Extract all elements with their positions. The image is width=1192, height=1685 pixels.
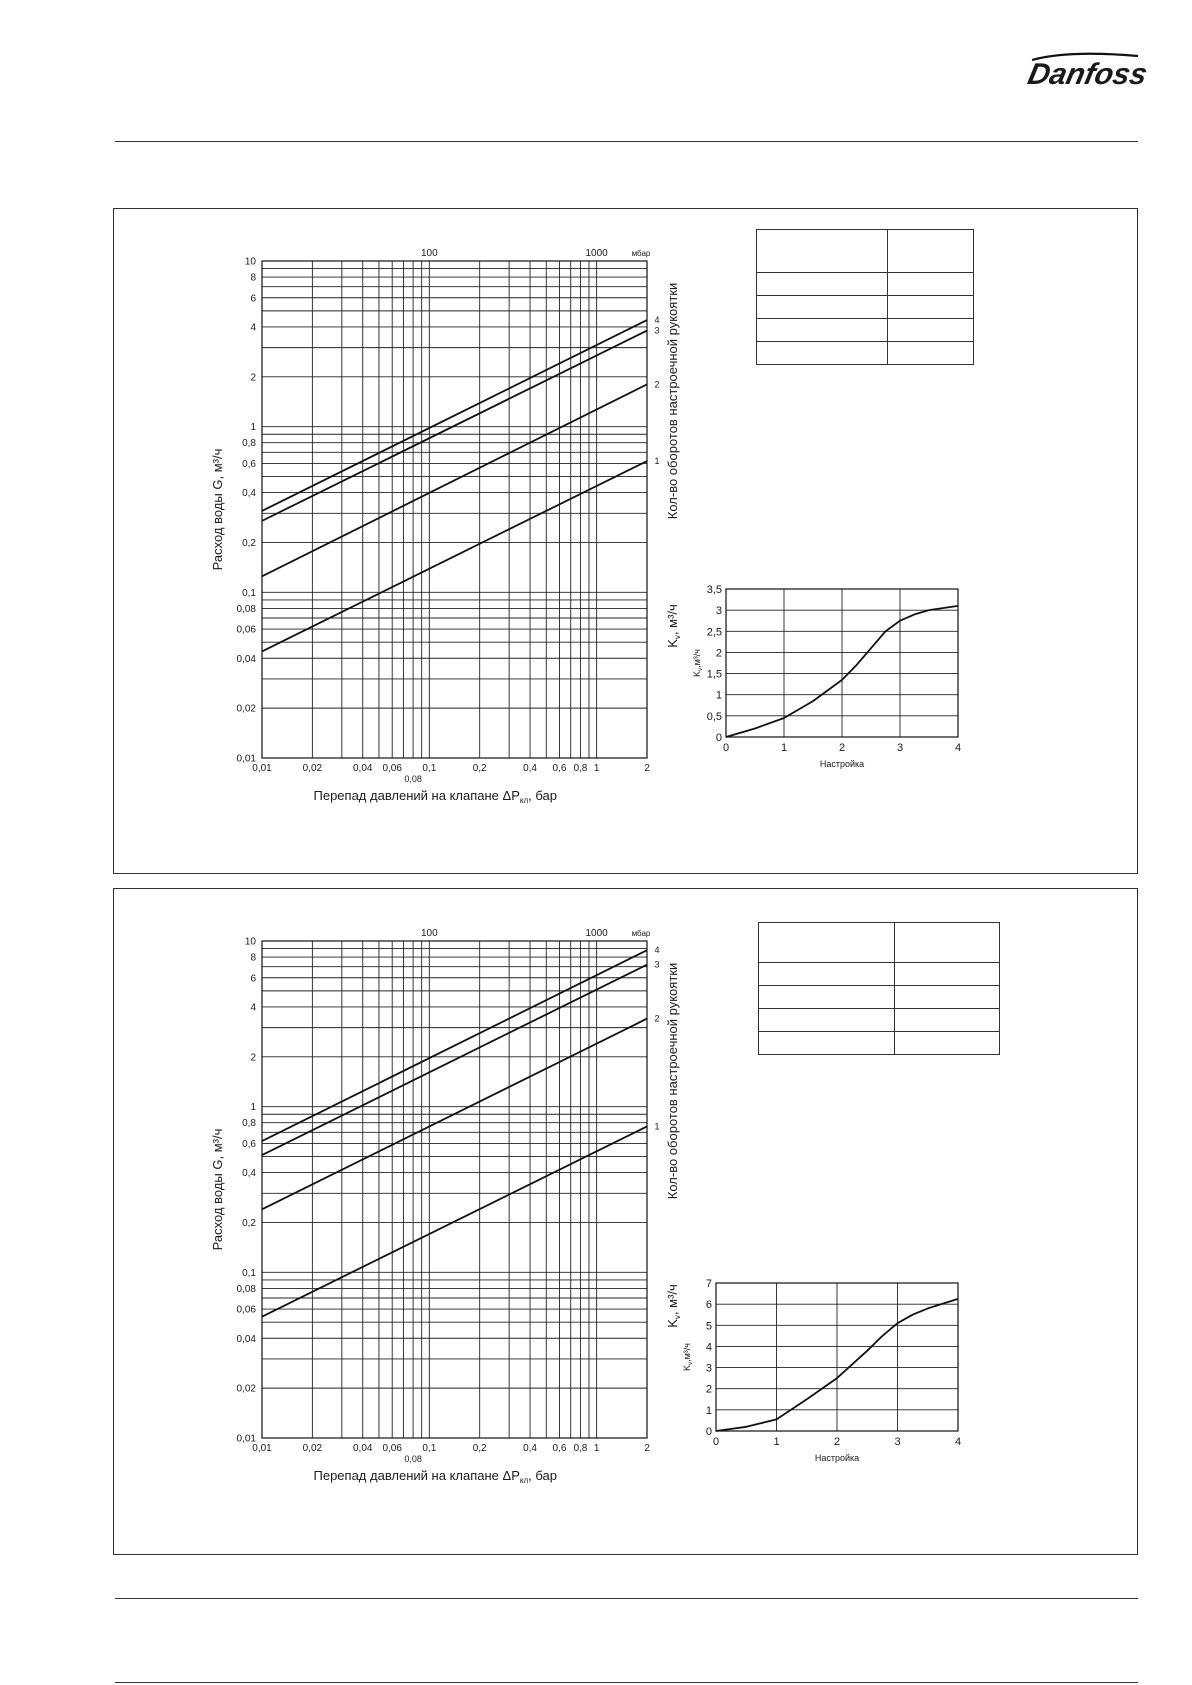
top-unit-label: мбар xyxy=(631,249,651,258)
table-cell xyxy=(759,923,895,963)
table-cell xyxy=(757,319,888,342)
table-cell xyxy=(759,1032,895,1055)
x-tick-label: 0,06 xyxy=(382,1443,402,1454)
y-tick-label: 6 xyxy=(705,1299,712,1312)
y-tick-label: 6 xyxy=(250,293,256,305)
danfoss-logo xyxy=(1024,48,1151,98)
panel-1 xyxy=(113,208,1138,874)
y-tick-label: 7 xyxy=(705,1278,712,1290)
y-tick-label: 0,08 xyxy=(236,603,256,615)
table-cell xyxy=(895,923,1000,963)
y-tick-label: 0,1 xyxy=(242,1267,256,1279)
x-tick-label: 0,6 xyxy=(552,1443,567,1454)
kv-table-1 xyxy=(756,229,974,365)
y-tick-label: 4 xyxy=(250,1002,256,1014)
y-tick-label: 0,8 xyxy=(242,438,256,450)
table-cell xyxy=(888,230,974,273)
x-tick-label: 0 xyxy=(722,742,730,754)
x-tick-label: 1 xyxy=(593,763,600,774)
y-tick-label: 0,1 xyxy=(242,587,256,599)
x-tick-label: 2 xyxy=(833,1436,841,1448)
x-tick-label: 0,02 xyxy=(302,1443,323,1454)
x-tick-label: 0,01 xyxy=(252,763,272,774)
y-tick-label: 3 xyxy=(705,1362,712,1375)
table-cell xyxy=(895,1032,1000,1055)
x-tick-label: 0,1 xyxy=(422,763,437,774)
x-tick-label: 0,04 xyxy=(353,763,373,774)
footer-rule xyxy=(115,1598,1138,1599)
svg-text:Danfoss: Danfoss xyxy=(1024,58,1151,91)
table-cell xyxy=(895,1009,1000,1032)
x-tick-label: 0,8 xyxy=(573,763,588,774)
y-tick-label: 10 xyxy=(244,936,256,948)
y-tick-label: 0,4 xyxy=(242,488,256,500)
x-axis-label: Настройка xyxy=(814,1453,860,1463)
y-tick-label: 1,5 xyxy=(706,668,722,681)
y-tick-label: 10 xyxy=(244,256,256,268)
y-tick-label: 0 xyxy=(715,732,722,744)
y-tick-label: 8 xyxy=(250,952,256,964)
x-tick-label: 1 xyxy=(780,742,788,754)
x-tick-label: 2 xyxy=(644,1443,650,1454)
x-tick-label: 0,2 xyxy=(472,763,487,774)
x-axis-label: Перепад давлений на клапане $\Delta P_{кл}$, бар xyxy=(313,1468,557,1485)
y-tick-label: 5 xyxy=(705,1320,712,1333)
y-tick-label: 4 xyxy=(705,1341,712,1354)
y-tick-label: 2 xyxy=(705,1383,712,1396)
x-tick-label: 4 xyxy=(954,1436,962,1448)
y-tick-label: 0,01 xyxy=(236,753,256,765)
table-cell xyxy=(759,1009,895,1032)
top-unit-label: мбар xyxy=(631,929,651,938)
series-label: 2 xyxy=(654,1013,660,1024)
y-tick-label: 0,01 xyxy=(236,1433,256,1445)
y-tick-label: 8 xyxy=(250,272,256,284)
series-label: 3 xyxy=(654,959,660,970)
panel-2 xyxy=(113,888,1138,1555)
x-tick-label: 1 xyxy=(773,1436,780,1448)
y-tick-label: 0,2 xyxy=(242,1217,256,1229)
series-label: 4 xyxy=(654,945,660,956)
right-axis-label: Кол-во оборотов настроечной рукоятки xyxy=(665,962,680,1200)
y-tick-label: 0,02 xyxy=(236,703,256,715)
y-tick-label: 0,08 xyxy=(236,1283,256,1295)
x-tick-label: 3 xyxy=(894,1436,901,1448)
x-tick-label: 0,4 xyxy=(523,1443,538,1454)
x-tick-label: 1 xyxy=(593,1443,600,1454)
y-tick-label: 0,02 xyxy=(236,1383,256,1395)
x-axis-label: Настройка xyxy=(819,759,865,769)
y-tick-label: 0,04 xyxy=(236,653,256,665)
table-cell xyxy=(888,296,974,319)
table-cell xyxy=(757,230,888,273)
table-cell xyxy=(757,342,888,365)
y-tick-label: 2,5 xyxy=(706,626,722,639)
y-axis-label: Расход воды G, м³/ч xyxy=(210,1128,225,1251)
y-axis-label: $K_v,м^3/ч$ xyxy=(682,1343,694,1371)
x-tick-label: 0,4 xyxy=(523,763,538,774)
right-axis-label: Кол-во оборотов настроечной рукоятки xyxy=(665,282,680,520)
kv-chart-2 xyxy=(674,1275,1014,1495)
top-tick-label: 1000 xyxy=(585,248,608,259)
y-tick-label: 2 xyxy=(250,372,256,384)
series-label: 1 xyxy=(654,1121,660,1132)
y-tick-label: 3,5 xyxy=(706,584,722,596)
x-tick-label: 0,02 xyxy=(302,763,323,774)
y-tick-label: 0,5 xyxy=(706,710,722,723)
x-tick-label: 0,04 xyxy=(353,1443,373,1454)
y-tick-label: 0,4 xyxy=(242,1168,256,1180)
series-label: 1 xyxy=(654,456,660,467)
y-tick-label: 0,06 xyxy=(236,624,256,636)
kv-axis-label: $K_v$, м³/ч xyxy=(665,604,682,648)
y-tick-label: 1 xyxy=(705,1404,712,1417)
y-tick-label: 2 xyxy=(250,1052,256,1064)
y-tick-label: 6 xyxy=(250,973,256,985)
top-tick-label: 100 xyxy=(420,248,438,259)
table-cell xyxy=(759,963,895,986)
y-tick-label: 1 xyxy=(250,422,256,434)
header-rule xyxy=(115,141,1138,142)
y-tick-label: 1 xyxy=(715,689,722,702)
y-tick-label: 0 xyxy=(705,1426,712,1438)
y-axis-label: Расход воды G, м³/ч xyxy=(210,448,225,571)
series-label: 3 xyxy=(654,325,660,336)
x-tick-label: 2 xyxy=(644,763,650,774)
table-cell xyxy=(888,319,974,342)
x-tick-label: 0 xyxy=(712,1436,720,1448)
y-axis-label: $K_v,м^3/ч$ xyxy=(692,649,704,677)
table-cell xyxy=(888,342,974,365)
x-tick-label: 0,06 xyxy=(382,763,402,774)
top-tick-label: 1000 xyxy=(585,928,608,939)
x-tick-label: 3 xyxy=(896,742,904,754)
x-tick-label: 0,08 xyxy=(404,774,422,784)
bottom-rule xyxy=(115,1682,1138,1683)
table-cell xyxy=(895,986,1000,1009)
x-tick-label: 2 xyxy=(838,742,846,754)
y-tick-label: 0,2 xyxy=(242,537,256,549)
x-tick-label: 0,08 xyxy=(404,1454,422,1464)
kv-axis-label: $K_v$, м³/ч xyxy=(665,1284,682,1328)
x-tick-label: 0,01 xyxy=(252,1443,272,1454)
table-cell xyxy=(757,296,888,319)
series-label: 4 xyxy=(654,315,660,326)
x-tick-label: 0,2 xyxy=(472,1443,487,1454)
kv-table-2 xyxy=(758,922,1000,1055)
x-tick-label: 0,6 xyxy=(552,763,567,774)
y-tick-label: 3 xyxy=(715,605,722,618)
x-axis-label: Перепад давлений на клапане $\Delta P_{кл}$, бар xyxy=(313,788,557,805)
y-tick-label: 4 xyxy=(250,322,256,334)
y-tick-label: 0,6 xyxy=(242,1138,256,1150)
series-label: 2 xyxy=(654,379,660,390)
y-tick-label: 0,8 xyxy=(242,1118,256,1130)
y-tick-label: 1 xyxy=(250,1102,256,1114)
top-tick-label: 100 xyxy=(420,928,438,939)
table-cell xyxy=(759,986,895,1009)
x-tick-label: 0,8 xyxy=(573,1443,588,1454)
y-tick-label: 2 xyxy=(715,647,722,660)
kv-chart-1 xyxy=(686,581,1016,801)
y-tick-label: 0,6 xyxy=(242,458,256,470)
y-tick-label: 0,04 xyxy=(236,1333,256,1345)
table-cell xyxy=(888,273,974,296)
table-cell xyxy=(757,273,888,296)
x-tick-label: 4 xyxy=(954,742,962,754)
x-tick-label: 0,1 xyxy=(422,1443,437,1454)
table-cell xyxy=(895,963,1000,986)
y-tick-label: 0,06 xyxy=(236,1304,256,1316)
